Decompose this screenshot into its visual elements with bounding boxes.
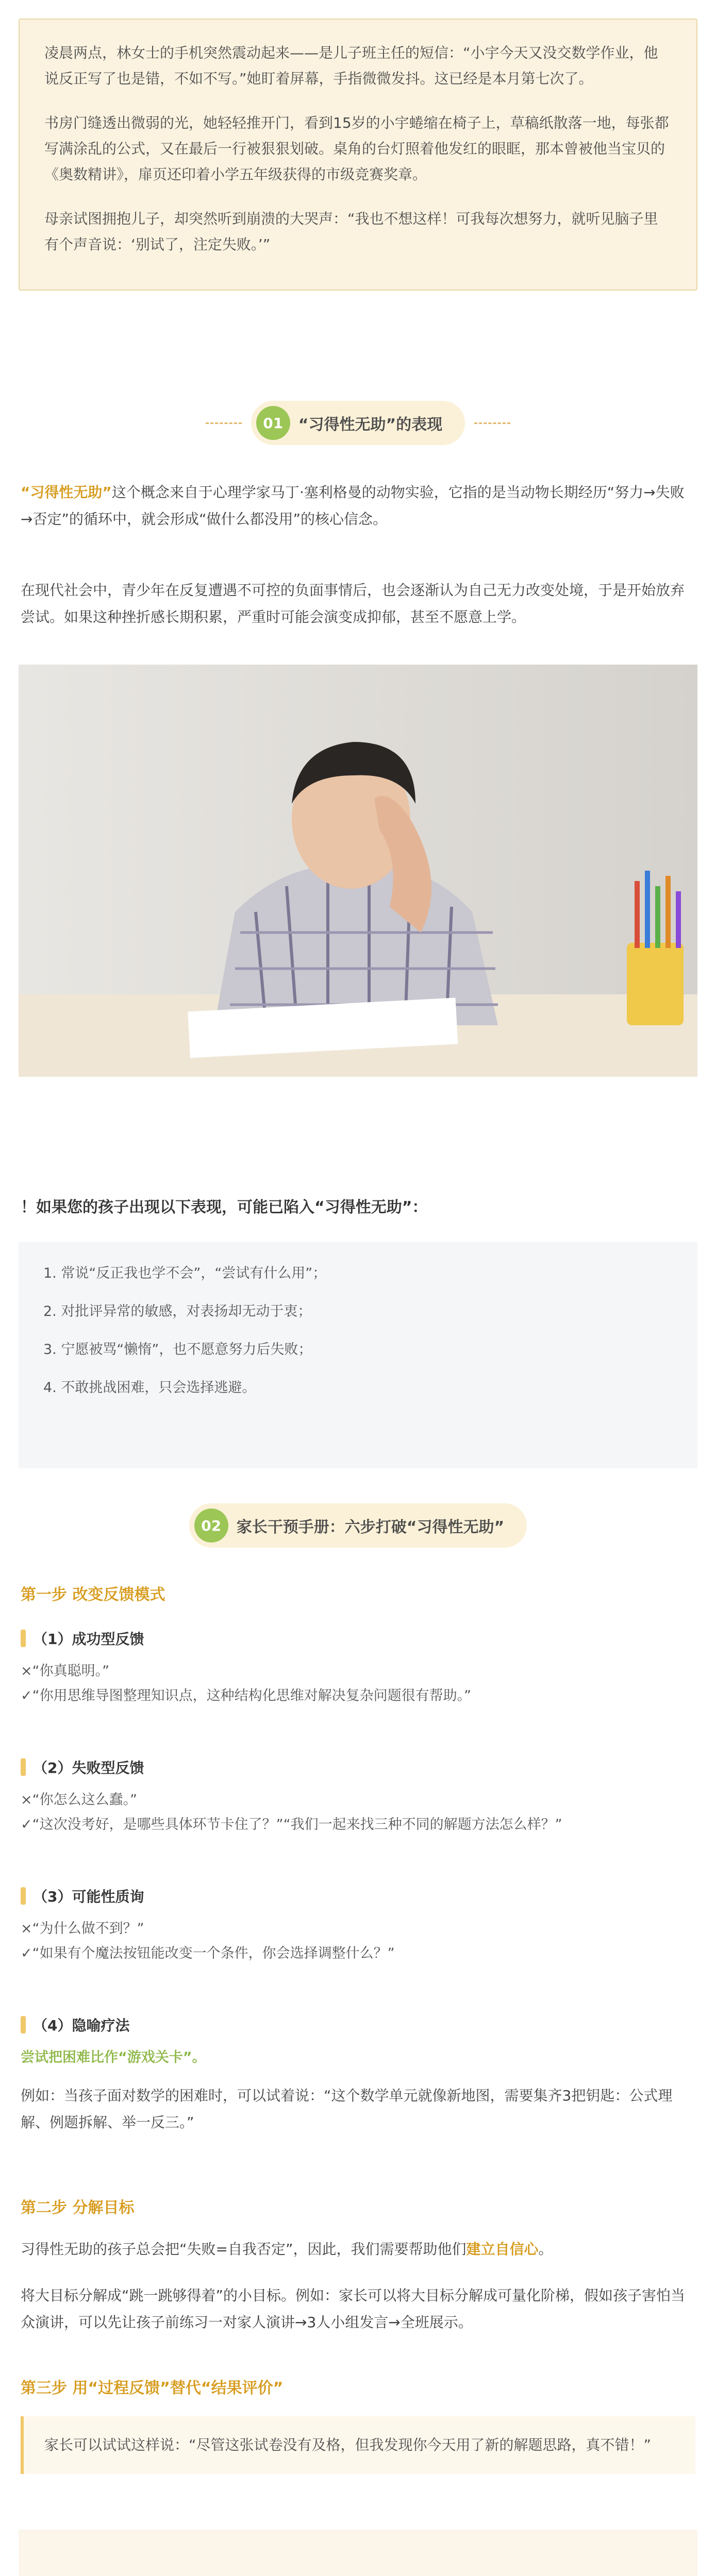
sub-heading: （2）失败型反馈 — [33, 1759, 144, 1776]
step-2-paragraph-1 — [21, 2236, 695, 2263]
highlight-phrase: 建立自信心 — [466, 2241, 539, 2258]
section-badge — [189, 1503, 527, 1548]
metaphor-therapy — [21, 2014, 695, 2136]
step-3-title: 第三步 用“过程反馈”替代“结果评价” — [21, 2379, 284, 2397]
step-2-title: 第二步 分解目标 — [21, 2199, 135, 2217]
sub-heading: （1）成功型反馈 — [33, 1631, 144, 1648]
step-2-paragraph-2: 将大目标分解成“跳一跳够得着”的小目标。例如：家长可以将大目标分解成可量化阶梯，假如孩子害怕当众演讲，可以先让孩子前练习一对家人演讲→3人小组发言→全班展示。 — [21, 2287, 686, 2331]
list-item: 1. 常说“反正我也学不会”，“尝试有什么用”； — [43, 1265, 327, 1281]
metaphor-tip: 尝试把困难比作“游戏关卡”。 — [21, 2049, 206, 2065]
text-span: 。 — [538, 2241, 553, 2258]
highlight-term: “习得性无助” — [21, 484, 112, 501]
dash-divider-left — [206, 422, 242, 424]
dash-divider-right — [474, 422, 510, 424]
intro-story-box — [19, 19, 697, 291]
list-item: 4. 不敢挑战困难，只会选择逃避。 — [43, 1380, 256, 1396]
boy-studying-photo — [19, 665, 697, 1077]
intro-paragraph-1: 凌晨两点，林女士的手机突然震动起来——是儿子班主任的短信：“小宇今天又没交数学作业，他说反正写了也是错，不如不写。”她盯着屏幕，手指微微发抖。这已经是本月第七次了。 — [44, 44, 658, 87]
text-span: 习得性无助的孩子总会把“失败=自我否定”，因此，我们需要帮助他们 — [21, 2241, 467, 2258]
list-item: 2. 对批评异常的敏感，对表扬却无动于衷； — [43, 1303, 312, 1319]
section-02-header — [0, 1503, 716, 1548]
list-item: 3. 宁愿被骂“懒惰”，也不愿意努力后失败； — [43, 1342, 312, 1358]
heading-marker — [21, 1630, 26, 1647]
sub-heading: （3）可能性质询 — [33, 1888, 144, 1905]
feedback-failure — [21, 1757, 695, 1837]
section-badge — [251, 401, 465, 445]
good-example: ✓“如果有个魔法按钮能改变一个条件，你会选择调整什么？” — [21, 1945, 395, 1961]
heading-marker — [21, 1758, 26, 1776]
sub-heading: （4）隐喻疗法 — [33, 2017, 130, 2034]
section-01-header — [0, 401, 716, 445]
bad-example: ×“你真聪明。” — [21, 1663, 110, 1679]
warning-title: ！如果您的孩子出现以下表现，可能已陷入“习得性无助”： — [21, 1198, 428, 1216]
society-paragraph: 在现代社会中，青少年在反复遭遇不可控的负面事情后，也会逐渐认为自己无力改变处境，于是开始放弃尝试。如果这种挫折感长期积累，严重时可能会演变成抑郁，甚至不愿意上学。 — [21, 582, 685, 625]
section-title: 家长干预手册：六步打破“习得性无助” — [236, 1518, 505, 1536]
quote-text: 家长可以试试这样说：“尽管这张试卷没有及格，但我发现你今天用了新的解题思路，真不错！” — [44, 2436, 652, 2453]
definition-paragraph — [21, 479, 695, 533]
bad-example: ×“你怎么这么蠢。” — [21, 1792, 138, 1808]
intro-paragraph-3: 母亲试图拥抱儿子，却突然听到崩溃的大哭声：“我也不想这样！可我每次想努力，就听见脑子里有个声音说：‘别试了，注定失败。’” — [44, 210, 658, 253]
metaphor-example: 例如：当孩子面对数学的困难时，可以试着说：“这个数学单元就像新地图，需要集齐3把钥匙：公式理解、例题拆解、举一反三。” — [21, 2087, 673, 2131]
section-title: “习得性无助”的表现 — [298, 416, 443, 434]
good-example: ✓“这次没考好，是哪些具体环节卡住了？”“我们一起来找三种不同的解题方法怎么样？” — [21, 1817, 562, 1833]
intro-paragraph-2: 书房门缝透出微弱的光，她轻轻推开门，看到15岁的小宇蜷缩在椅子上，草稿纸散落一地，每张都写满涂乱的公式，又在最后一行被狠狠划破。桌角的台灯照着他发红的眼眶，那本曾被他当宝贝的《奥数精讲》，扉页还印着小学五年级获得的市级竞赛奖章。 — [44, 114, 669, 183]
definition-text: 这个概念来自于心理学家马丁·塞利格曼的动物实验，它指的是当动物长期经历“努力→失败→否定”的循环中，就会形成“做什么都没用”的核心信念。 — [21, 484, 685, 528]
good-example: ✓“你用思维导图整理知识点，这种结构化思维对解决复杂问题很有帮助。” — [21, 1688, 472, 1704]
feedback-success — [21, 1628, 695, 1708]
symptom-list — [19, 1242, 697, 1468]
section-number: 01 — [256, 406, 290, 440]
step-1-title: 第一步 改变反馈模式 — [21, 1586, 165, 1604]
heading-marker — [21, 1887, 26, 1905]
step-3-quote — [21, 2416, 695, 2474]
thumbs-up-photo — [19, 2530, 697, 2576]
bad-example: ×“为什么做不到？” — [21, 1921, 144, 1937]
section-number: 02 — [194, 1509, 228, 1543]
possibility-inquiry — [21, 1886, 695, 1966]
heading-marker — [21, 2016, 26, 2033]
